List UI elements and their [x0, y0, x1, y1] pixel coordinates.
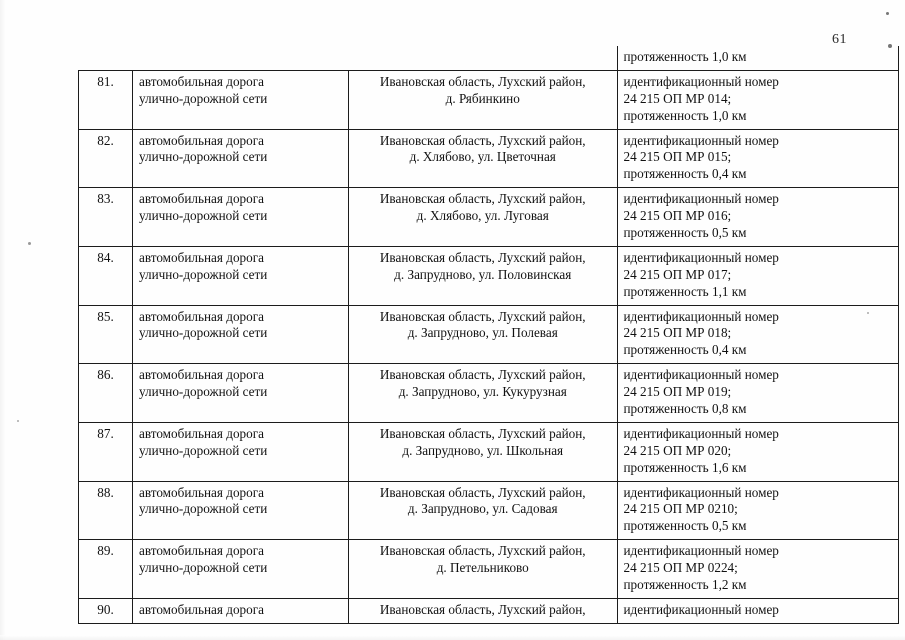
table-row: [79, 540, 899, 599]
cell-type-line1: автомобильная дорога: [139, 132, 265, 148]
cell-identification: [617, 598, 898, 623]
cell-type: [133, 46, 349, 70]
cell-address-line1: Ивановская область, Лухский район,: [379, 191, 586, 207]
cell-id-line1: идентификационный номер: [623, 73, 779, 89]
cell-address-line1: Ивановская область, Лухский район,: [379, 367, 586, 383]
cell-id-line2: 24 215 ОП МР 020;: [623, 442, 732, 458]
cell-address-line2: д. Запрудново, ул. Садовая: [407, 501, 558, 517]
cell-id-line3: протяженность 0,5 км: [623, 225, 747, 241]
scan-speck: [17, 420, 19, 422]
cell-address-line2: д. Запрудново, ул. Полевая: [407, 325, 558, 341]
cell-type-line1: автомобильная дорога: [139, 543, 265, 559]
cell-address-line1: Ивановская область, Лухский район,: [379, 249, 586, 265]
cell-identification: [617, 481, 898, 540]
cell-type-line1: автомобильная дорога: [139, 308, 265, 324]
cell-id-line1: идентификационный номер: [623, 543, 779, 559]
cell-id-line1: идентификационный номер: [623, 249, 779, 265]
scan-edge-left: [0, 0, 6, 640]
cell-number: 85.: [79, 305, 133, 364]
cell-type: [133, 598, 349, 623]
table-row: [79, 305, 899, 364]
cell-identification: протяженность 1,0 км: [617, 46, 898, 70]
cell-type: [133, 481, 349, 540]
cell-id-line3: протяженность 0,4 км: [623, 342, 747, 358]
cell-type-line2: улично-дорожной сети: [139, 442, 268, 458]
cell-address-line1: Ивановская область, Лухский район,: [379, 601, 586, 617]
cell-identification: [617, 129, 898, 188]
cell-type-line2: улично-дорожной сети: [139, 149, 268, 165]
cell-number: 87.: [79, 422, 133, 481]
cell-number: 84.: [79, 246, 133, 305]
cell-id-line1: идентификационный номер: [623, 132, 779, 148]
cell-address-line2: д. Рябинкино: [445, 90, 520, 106]
cell-id-line2: 24 215 ОП МР 015;: [623, 149, 732, 165]
cell-address-line1: Ивановская область, Лухский район,: [379, 73, 586, 89]
cell-number: [79, 46, 133, 70]
scan-edge-bottom: [0, 635, 905, 640]
cell-id-line1: идентификационный номер: [623, 367, 779, 383]
road-registry-table: [78, 46, 899, 624]
cell-address-line1: Ивановская область, Лухский район,: [379, 425, 586, 441]
cell-number: 89.: [79, 540, 133, 599]
table-row: [79, 246, 899, 305]
cell-id-line2: 24 215 ОП МР 018;: [623, 325, 732, 341]
table-row: [79, 481, 899, 540]
cell-address: [349, 481, 618, 540]
cell-id-line3: протяженность 1,2 км: [623, 577, 747, 593]
cell-number: 83.: [79, 188, 133, 247]
cell-id-line2: 24 215 ОП МР 0224;: [623, 560, 738, 576]
cell-type-line1: автомобильная дорога: [139, 249, 265, 265]
cell-type: [133, 422, 349, 481]
cell-address-line2: д. Запрудново, ул. Кукурузная: [398, 384, 567, 400]
cell-address: [349, 129, 618, 188]
table-row: [79, 364, 899, 423]
cell-address: [349, 598, 618, 623]
cell-id-line3: протяженность 1,0 км: [623, 107, 747, 123]
cell-address: [349, 364, 618, 423]
cell-type-line1: автомобильная дорога: [139, 484, 265, 500]
cell-type-line1: автомобильная дорога: [139, 425, 265, 441]
cell-address-line2: д. Хлябово, ул. Луговая: [416, 208, 549, 224]
cell-id-line2: 24 215 ОП МР 014;: [623, 90, 732, 106]
cell-id-line3: протяженность 0,5 км: [623, 518, 747, 534]
table-row: [79, 129, 899, 188]
cell-type-line2: улично-дорожной сети: [139, 208, 268, 224]
cell-id-line1: идентификационный номер: [623, 308, 779, 324]
cell-address-line2: д. Запрудново, ул. Школьная: [402, 442, 564, 458]
cell-number: 90.: [79, 598, 133, 623]
cell-id-line2: 24 215 ОП МР 0210;: [623, 501, 738, 517]
cell-type: [133, 188, 349, 247]
cell-id-line1: идентификационный номер: [623, 191, 779, 207]
cell-type-line1: автомобильная дорога: [139, 73, 265, 89]
table-row: [79, 422, 899, 481]
cell-id-line2: 24 215 ОП МР 016;: [623, 208, 732, 224]
cell-identification: [617, 70, 898, 129]
cell-type: [133, 129, 349, 188]
cell-number: 86.: [79, 364, 133, 423]
cell-type-line2: улично-дорожной сети: [139, 325, 268, 341]
cell-type-line2: улично-дорожной сети: [139, 384, 268, 400]
cell-id-line3: протяженность 0,4 км: [623, 166, 747, 182]
cell-identification: [617, 364, 898, 423]
cell-type-line1: автомобильная дорога: [139, 191, 265, 207]
cell-id-line1: идентификационный номер: [623, 484, 779, 500]
cell-id-line3: протяженность 0,8 км: [623, 401, 747, 417]
cell-id-line3: протяженность 1,6 км: [623, 459, 747, 475]
cell-address: [349, 422, 618, 481]
cell-id-line2: 24 215 ОП МР 017;: [623, 266, 732, 282]
cell-identification: [617, 422, 898, 481]
cell-type: [133, 540, 349, 599]
cell-identification: [617, 188, 898, 247]
scan-speck: [28, 242, 31, 245]
cell-id-line1: идентификационный номер: [623, 601, 779, 617]
cell-address: [349, 540, 618, 599]
cell-id-line2: 24 215 ОП МР 019;: [623, 384, 732, 400]
cell-number: 81.: [79, 70, 133, 129]
cell-type: [133, 70, 349, 129]
cell-identification: [617, 540, 898, 599]
cell-identification: [617, 305, 898, 364]
table-row-partial-top: [79, 46, 899, 70]
cell-address-line2: д. Хлябово, ул. Цветочная: [409, 149, 556, 165]
table-row: [79, 598, 899, 623]
cell-type-line1: автомобильная дорога: [139, 367, 265, 383]
cell-address: [349, 305, 618, 364]
cell-address-line1: Ивановская область, Лухский район,: [379, 132, 586, 148]
cell-type-line2: улично-дорожной сети: [139, 266, 268, 282]
table-row: [79, 188, 899, 247]
cell-number: 88.: [79, 481, 133, 540]
cell-type: [133, 305, 349, 364]
cell-id-line3: протяженность 1,1 км: [623, 283, 747, 299]
cell-address: [349, 70, 618, 129]
cell-type: [133, 364, 349, 423]
table-row: [79, 70, 899, 129]
road-registry-table-wrapper: [78, 46, 848, 624]
cell-address-line2: д. Петельниково: [436, 560, 529, 576]
cell-type: [133, 246, 349, 305]
cell-address-line1: Ивановская область, Лухский район,: [379, 308, 586, 324]
cell-type-line1: автомобильная дорога: [139, 601, 265, 617]
cell-address-line1: Ивановская область, Лухский район,: [379, 543, 586, 559]
cell-identification: [617, 246, 898, 305]
cell-type-line2: улично-дорожной сети: [139, 90, 268, 106]
cell-type-line2: улично-дорожной сети: [139, 501, 268, 517]
cell-address-line1: Ивановская область, Лухский район,: [379, 484, 586, 500]
cell-address: [349, 246, 618, 305]
cell-address: [349, 188, 618, 247]
cell-type-line2: улично-дорожной сети: [139, 560, 268, 576]
cell-address: [349, 46, 618, 70]
cell-address-line2: д. Запрудново, ул. Половинская: [394, 266, 572, 282]
scan-speck: [886, 12, 889, 15]
cell-id-line1: идентификационный номер: [623, 425, 779, 441]
page-number: 61: [832, 32, 847, 47]
cell-number: 82.: [79, 129, 133, 188]
